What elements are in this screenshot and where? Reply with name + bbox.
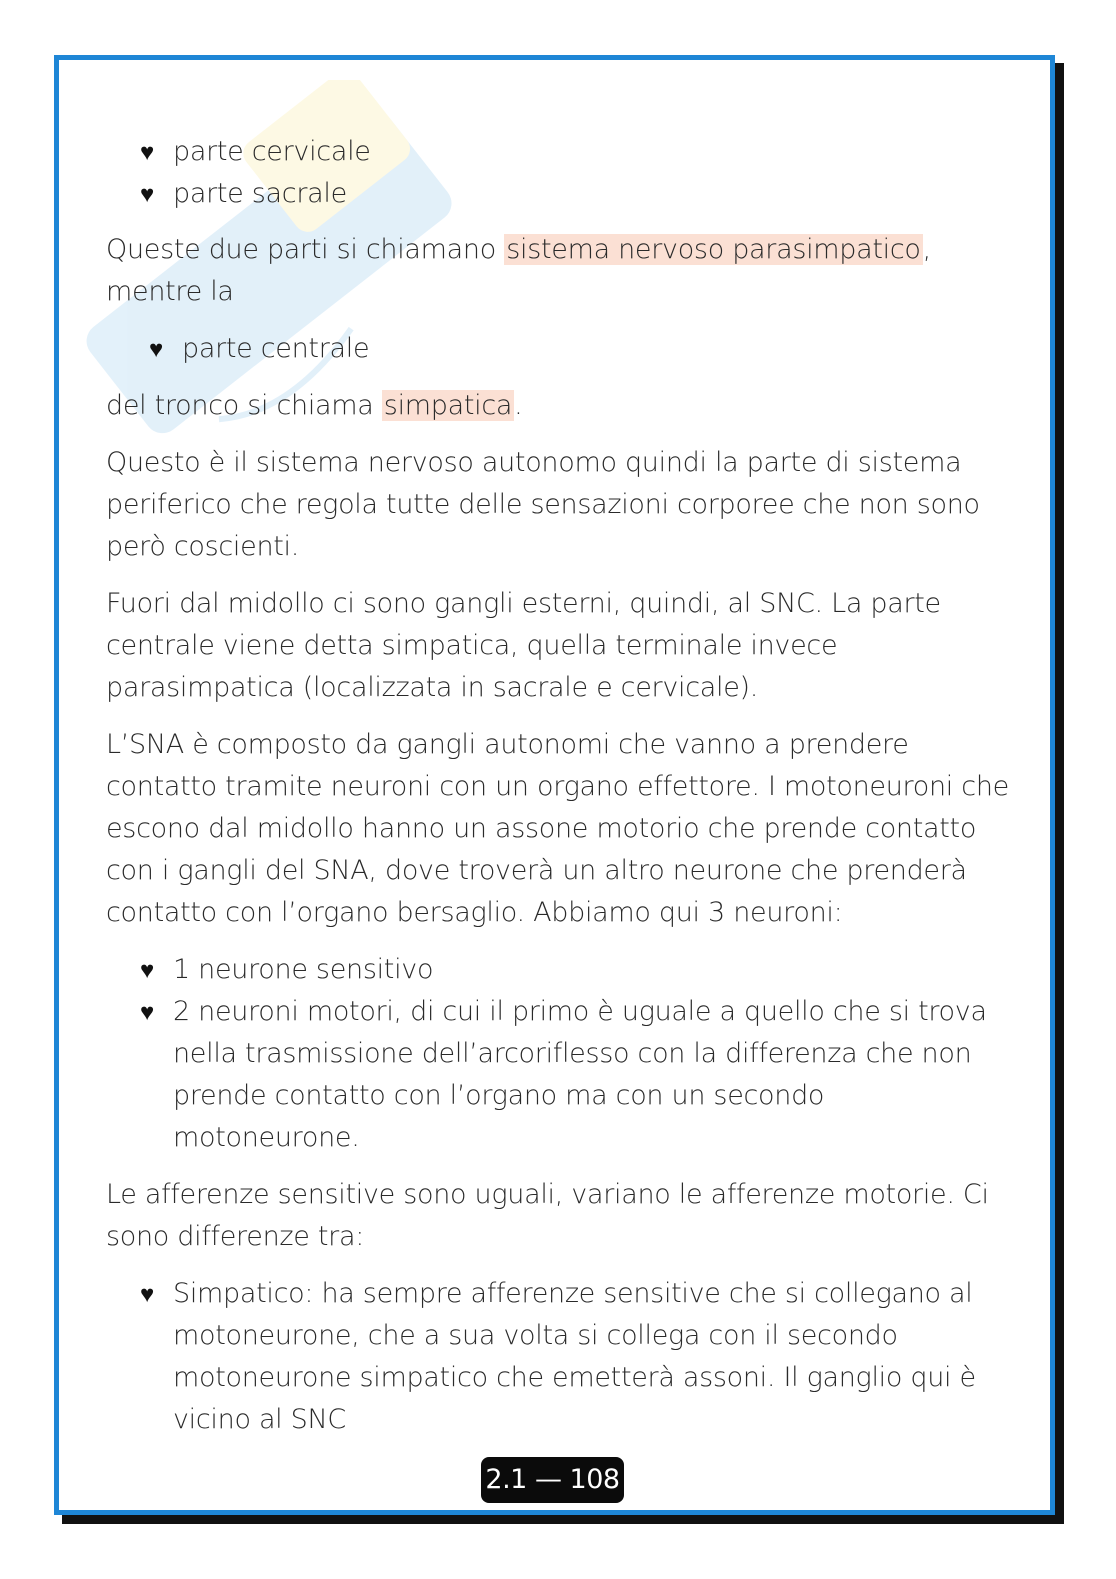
bullet-list-parts	[106, 131, 1016, 215]
list-item: ♥ parte centrale	[106, 328, 1016, 370]
document-body	[106, 127, 1016, 1441]
list-item: ♥ 2 neuroni motori, di cui il primo è uguale a quello che si trova nella trasmissione dell’arcoriflesso con la differenza che non prende contatto con l’organo ma con un secondo motoneurone.	[106, 991, 1016, 1159]
heart-bullet-icon: ♥	[140, 180, 154, 208]
paragraph-parasimpatico: Queste due parti si chiamano sistema nervoso parasimpatico, mentre la	[106, 234, 931, 307]
highlight-simpatica: simpatica	[383, 390, 513, 421]
list-item: ♥ 1 neurone sensitivo	[106, 949, 1016, 991]
paragraph-sna-composition: L’SNA è composto da gangli autonomi che vanno a prendere contatto tramite neuroni con un organo effettore. I motoneuroni che escono dal midollo hanno un assone motorio che prende contatto con i gangli del SNA, dove troverà un altro neurone che prenderà contatto con l’organo bersaglio. Abbiamo qui 3 neuroni:	[106, 729, 1009, 928]
page-number-badge: 2.1 — 108	[481, 1457, 624, 1503]
heart-bullet-icon: ♥	[149, 335, 163, 363]
bullet-list-centrale	[106, 328, 1016, 370]
heart-bullet-icon: ♥	[140, 998, 154, 1026]
highlight-parasimpatico: sistema nervoso parasimpatico	[506, 234, 921, 265]
paragraph-gangli: Fuori dal midollo ci sono gangli esterni, quindi, al SNC. La parte centrale viene detta simpatica, quella terminale invece parasimpatica (localizzata in sacrale e cervicale).	[106, 588, 941, 703]
heart-bullet-icon: ♥	[140, 956, 154, 984]
heart-bullet-icon: ♥	[140, 1280, 154, 1308]
list-item: ♥ parte cervicale	[106, 131, 1016, 173]
bullet-list-differenze	[106, 1273, 1016, 1441]
bullet-list-neuroni	[106, 949, 1016, 1159]
paragraph-simpatica: del tronco si chiama simpatica.	[106, 390, 523, 421]
list-item: ♥ parte sacrale	[106, 173, 1016, 215]
heart-bullet-icon: ♥	[140, 138, 154, 166]
paragraph-sna-definition: Questo è il sistema nervoso autonomo quindi la parte di sistema periferico che regola tutte delle sensazioni corporee che non sono però coscienti.	[106, 447, 980, 562]
list-item: ♥ Simpatico: ha sempre afferenze sensitive che si collegano al motoneurone, che a sua volta si collega con il secondo motoneurone simpatico che emetterà assoni. Il ganglio qui è vicino al SNC	[106, 1273, 1016, 1441]
paragraph-afferenze: Le afferenze sensitive sono uguali, variano le afferenze motorie. Ci sono differenze tra:	[106, 1179, 989, 1252]
